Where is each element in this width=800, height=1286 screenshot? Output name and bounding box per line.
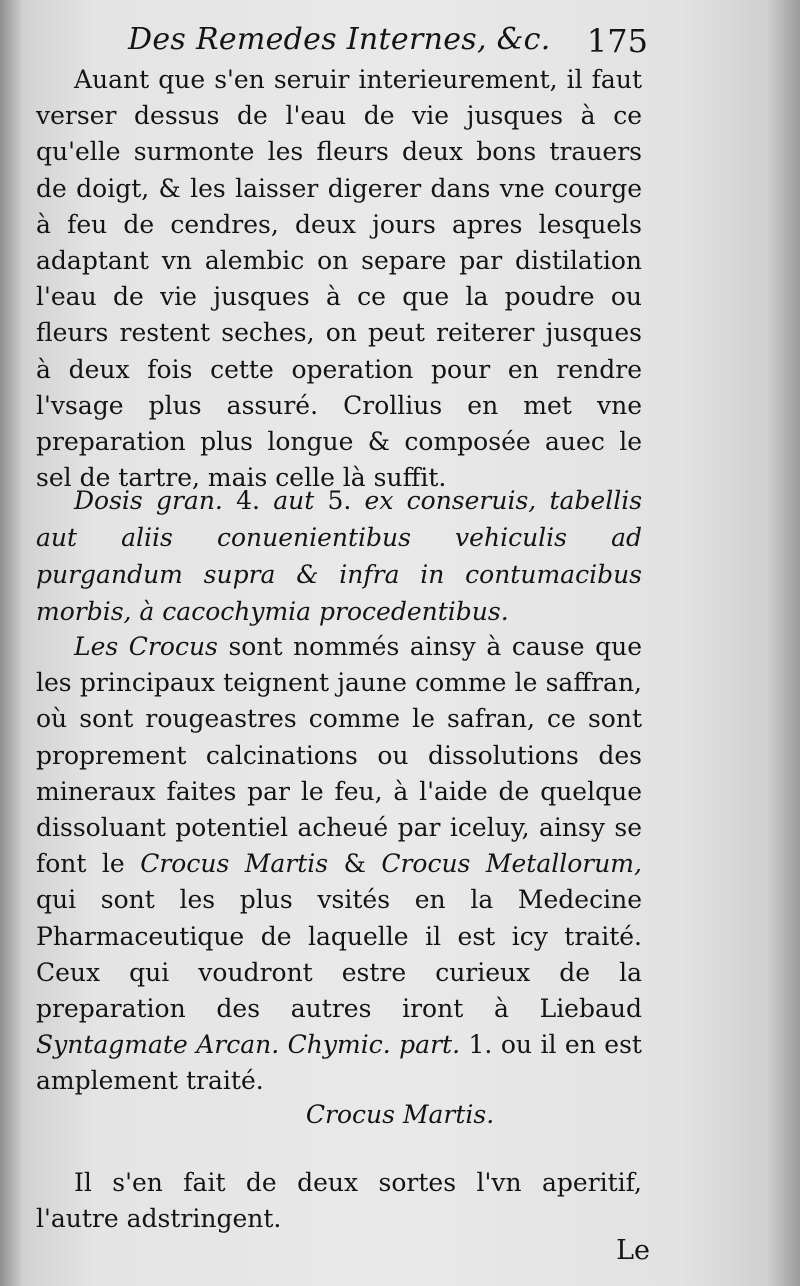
catchword: Le [616, 1235, 650, 1266]
dosage-text [36, 482, 642, 630]
crocus-martis-term: Crocus Martis [140, 849, 329, 879]
paragraph-crocus [36, 629, 642, 1100]
crocus-text-3: 1. ou il en est amplement traité. [36, 1030, 642, 1096]
crocus-metallorum-term: Crocus Metallorum, [381, 849, 642, 879]
aut-word: aut [273, 486, 315, 515]
paragraph-text: Auant que s'en seruir interieurement, il faut verser dessus de l'eau de vie jusques à ce qu'elle surmonte les fleurs deux bons trauers de doigt, & les laisser digerer dans vne courge à feu de cendres, deux jours apres lesquels adaptant vn alembic on separe par distilation l'eau de vie jusques à ce que la poudre ou fleurs restent seches, on peut reiterer jusques à deux fois cette operation pour en rendre l'vsage plus assuré. Crollius en met vne preparation plus longue & composée auec le sel de tartre, mais celle là suffit. [36, 65, 642, 493]
section-heading: Crocus Martis. [305, 1100, 495, 1129]
crocus-term: Les Crocus [74, 632, 218, 661]
page-header [128, 18, 648, 64]
paragraph-dosage [36, 482, 642, 630]
syntagmate-reference: Syntagmate Arcan. Chymic. part. [36, 1030, 461, 1060]
crocus-text [36, 629, 642, 1100]
crocus-text-1: sont nommés ainsy à cause que les principaux teignent jaune comme le saffran, où sont rougeastres comme le safran, ce sont proprement calcinations ou dissolutions des mineraux faites par le feu, à l'aide de quelque dissoluant potentiel acheué par iceluy, ainsy se font le [36, 632, 642, 879]
paragraph-two-sorts [36, 1165, 642, 1237]
dosage-rest: ex conseruis, tabellis aut aliis conuenientibus vehiculis ad purgandum supra & infra in contumacibus morbis, à cacochymia procedentibus. [36, 486, 643, 626]
dosis-word: Dosis [74, 486, 143, 515]
paragraph-preparation [36, 62, 642, 496]
gran-word: gran. [155, 486, 223, 515]
crocus-text-2: qui sont les plus vsités en la Medecine Pharmaceutique de laquelle il est icy traité. Ceux qui voudront estre curieux de la preparation des autres iront à Liebaud [36, 885, 642, 1024]
running-head: Des Remedes Internes, &c. [128, 22, 551, 57]
dose-number: 4. [236, 486, 260, 515]
two-sorts-text: Il s'en fait de deux sortes l'vn aperitif, l'autre adstringent. [36, 1168, 642, 1234]
ampersand: & [343, 849, 366, 879]
dose-number-alt: 5. [327, 486, 352, 515]
page-number: 175 [586, 22, 648, 60]
